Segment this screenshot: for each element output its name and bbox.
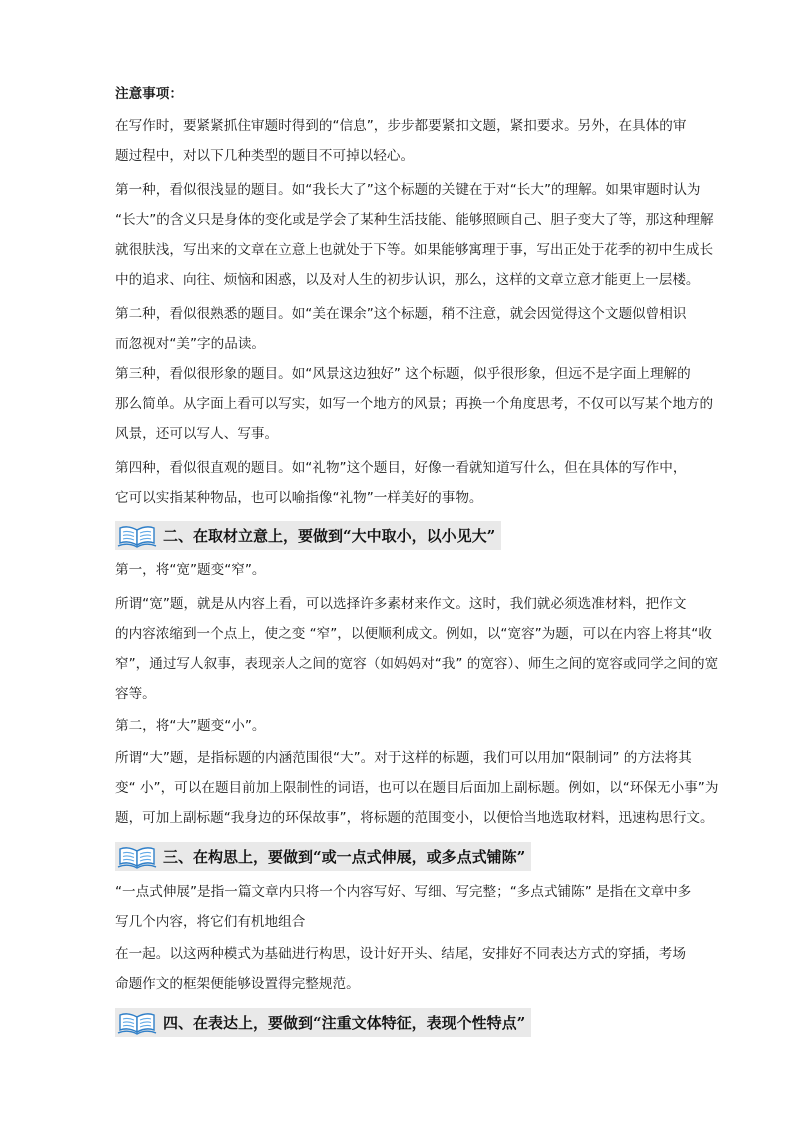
intro-line-2: 题过程中，对以下几种类型的题目不可掉以轻心。 xyxy=(115,148,415,164)
section-heading-3 xyxy=(115,842,531,871)
type4-line-1: 第四种，看似很直观的题目。如“礼物”这个题目，好像一看就知道写什么，但在具体的写作中， xyxy=(115,460,687,476)
section2-second-rule: 第二，将“大”题变“小”。 xyxy=(115,718,266,734)
section-heading-2 xyxy=(115,521,501,550)
section3-p2-line-1: 在一起。以这两种模式为基础进行构思，设计好开头、结尾，安排好不同表达方式的穿插，考场 xyxy=(115,946,686,962)
type1-line-2: “长大”的含义只是身体的变化或是学会了某种生活技能、能够照顾自己、胆子变大了等，那这种理解 xyxy=(115,212,714,228)
type1-line-3: 就很肤浅，写出来的文章在立意上也就处于下等。如果能够寓理于事，写出正处于花季的初中生成长 xyxy=(115,242,714,258)
type4-line-2: 它可以实指某种物品，也可以喻指像“礼物”一样美好的事物。 xyxy=(115,490,483,506)
type3-line-1: 第三种，看似很形象的题目。如“风景这边独好” 这个标题，似乎很形象，但远不是字面上理解的 xyxy=(115,366,691,382)
section2-p2-line-2: 变“ 小”，可以在题目前加上限制性的词语，也可以在题目后面加上副标题。例如，以“环保无小事”为 xyxy=(115,780,719,796)
open-book-icon xyxy=(117,523,157,549)
type1-line-4: 中的追求、向往、烦恼和困惑，以及对人生的初步认识，那么，这样的文章立意才能更上一层楼。 xyxy=(115,272,700,288)
type1-line-1: 第一种，看似很浅显的题目。如“我长大了”这个标题的关键在于对“长大”的理解。如果审题时认为 xyxy=(115,182,701,198)
section2-p1-line-2: 的内容浓缩到一个点上，使之变 “窄”，以便顺利成文。例如，以“宽容”为题，可以在内容上将其“收 xyxy=(115,626,712,642)
section-heading-4-text: 四、在表达上，要做到“注重文体特征，表现个性特点” xyxy=(163,1014,526,1032)
section2-p1-line-4: 容等。 xyxy=(115,686,156,702)
section2-p1-line-1: 所谓“宽”题，就是从内容上看，可以选择许多素材来作文。这时，我们就必须选准材料，把作文 xyxy=(115,596,687,612)
intro-line-1: 在写作时，要紧紧抓住审题时得到的“信息”，步步都要紧扣文题，紧扣要求。另外，在具体的审 xyxy=(115,118,687,134)
section3-p1-line-2: 写几个内容，将它们有机地组合 xyxy=(115,914,306,930)
open-book-icon xyxy=(117,1010,157,1036)
section3-p1-line-1: “一点式伸展”是指一篇文章内只将一个内容写好、写细、写完整；“多点式铺陈” 是指在文章中多 xyxy=(115,884,692,900)
section-heading-3-text: 三、在构思上，要做到“或一点式伸展，或多点式铺陈” xyxy=(163,848,526,866)
type3-line-3: 风景，还可以写人、写事。 xyxy=(115,426,279,442)
section2-first-rule: 第一，将“宽”题变“窄”。 xyxy=(115,562,266,578)
type3-line-2: 那么简单。从字面上看可以写实，如写一个地方的风景；再换一个角度思考，不仅可以写某个地方的 xyxy=(115,396,714,412)
section2-p2-line-1: 所谓“大”题，是指标题的内涵范围很“大”。对于这样的标题，我们可以用加“限制词” 的方法将其 xyxy=(115,750,692,766)
section-heading-2-text: 二、在取材立意上，要做到“大中取小，以小见大” xyxy=(163,527,496,545)
section3-p2-line-2: 命题作文的框架便能够设置得完整规范。 xyxy=(115,976,360,992)
section-heading-4 xyxy=(115,1008,531,1037)
type2-line-1: 第二种，看似很熟悉的题目。如“美在课余”这个标题，稍不注意，就会因觉得这个文题似曾相识 xyxy=(115,306,687,322)
notes-title: 注意事项： xyxy=(115,86,183,102)
section2-p2-line-3: 题，可加上副标题“我身边的环保故事”，将标题的范围变小，以便恰当地选取材料，迅速构思行文。 xyxy=(115,810,714,826)
type2-line-2: 而忽视对“美”字的品读。 xyxy=(115,336,266,352)
open-book-icon xyxy=(117,844,157,870)
section2-p1-line-3: 窄”，通过写人叙事，表现亲人之间的宽容（如妈妈对“我” 的宽容）、师生之间的宽容或同学之间的宽 xyxy=(115,656,719,672)
